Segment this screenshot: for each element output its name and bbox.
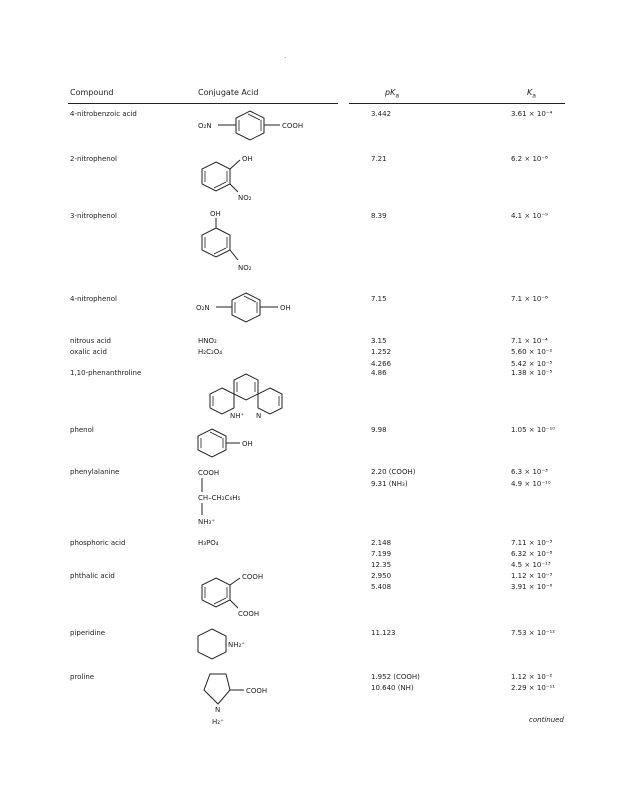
compound-name: phthalic acid xyxy=(70,572,115,580)
ka-value: 6.3 × 10⁻³ xyxy=(511,468,548,476)
piperidine-ring-diagram xyxy=(190,626,270,662)
phenylalanine-diagram xyxy=(196,466,286,528)
pka-value: 1.252 xyxy=(371,348,392,356)
ka-value: 3.91 × 10⁻⁶ xyxy=(511,583,553,591)
chain-label: CH–CH₂C₆H₅ xyxy=(198,494,241,502)
structure-phenol xyxy=(190,427,270,459)
structure-4-nitrophenol xyxy=(190,290,310,326)
header-conjugate-acid: Conjugate Acid xyxy=(198,88,259,97)
header-pka: $pK_a$ xyxy=(385,88,400,100)
conjugate-acid: H₃PO₄ xyxy=(198,539,219,547)
benzene-ring-diagram xyxy=(190,106,320,142)
compound-name: piperidine xyxy=(70,629,106,637)
conjugate-acid: HNO₂ xyxy=(198,337,217,345)
proline-ring-diagram xyxy=(190,668,280,730)
header-rule-left xyxy=(68,103,338,104)
structure-proline xyxy=(190,668,280,730)
structure-4-nitrobenzoic-acid xyxy=(190,106,320,142)
h2-label: H₂⁺ xyxy=(212,718,224,726)
carboxyl-label: COOH xyxy=(242,573,264,581)
ka-value: 3.61 × 10⁻⁴ xyxy=(511,110,553,118)
ka-value: 7.1 × 10⁻⁸ xyxy=(511,295,548,303)
ka-value: 1.12 × 10⁻² xyxy=(511,673,553,681)
structure-3-nitrophenol xyxy=(190,206,270,278)
page-mark: . xyxy=(284,52,287,60)
ka-value: 5.60 × 10⁻² xyxy=(511,348,553,356)
pka-value: 9.31 (NH₃) xyxy=(371,480,408,488)
compound-name: 4-nitrophenol xyxy=(70,295,117,303)
header-ka: $K_a$ xyxy=(527,88,536,100)
hydroxyl-label: OH xyxy=(210,210,221,218)
pka-value: 10.640 (NH) xyxy=(371,684,414,692)
compound-name: 4-nitrobenzoic acid xyxy=(70,110,137,118)
ka-value: 5.42 × 10⁻⁵ xyxy=(511,360,553,368)
pka-value: 4.266 xyxy=(371,360,392,368)
substituent-right: COOH xyxy=(282,122,304,130)
benzene-ring-diagram xyxy=(190,150,270,205)
pka-value: 2.950 xyxy=(371,572,392,580)
nitro-label: NO₂ xyxy=(238,194,252,202)
ka-value: 7.1 × 10⁻⁴ xyxy=(511,337,548,345)
ka-value: 4.1 × 10⁻⁹ xyxy=(511,212,548,220)
pka-value: 2.148 xyxy=(371,539,392,547)
substituent-right: OH xyxy=(280,304,291,312)
pka-value: 5.408 xyxy=(371,583,392,591)
n-label: N xyxy=(215,706,221,714)
compound-name: nitrous acid xyxy=(70,337,111,345)
pka-value: 7.21 xyxy=(371,155,387,163)
structure-phenylalanine xyxy=(196,466,286,528)
ka-value: 2.29 × 10⁻¹¹ xyxy=(511,684,556,692)
pka-value: 4.86 xyxy=(371,369,387,377)
hydroxyl-label: OH xyxy=(242,440,253,448)
ka-value: 1.12 × 10⁻³ xyxy=(511,572,553,580)
pka-value: 1.952 (COOH) xyxy=(371,673,420,681)
ka-value: 1.38 × 10⁻⁵ xyxy=(511,369,553,377)
carboxyl-label: COOH xyxy=(246,687,268,695)
hydroxyl-label: OH xyxy=(242,155,253,163)
pka-value: 2.20 (COOH) xyxy=(371,468,416,476)
structure-2-nitrophenol xyxy=(190,150,270,205)
compound-name: oxalic acid xyxy=(70,348,107,356)
compound-name: phosphoric acid xyxy=(70,539,126,547)
pka-value: 11.123 xyxy=(371,629,396,637)
ammonium-label: NH₂⁺ xyxy=(228,641,246,649)
pka-value: 12.35 xyxy=(371,561,392,569)
pka-value: 3.442 xyxy=(371,110,392,118)
carboxyl-label: COOH xyxy=(238,610,260,618)
benzene-ring-diagram xyxy=(190,290,310,326)
ka-value: 7.11 × 10⁻³ xyxy=(511,539,553,547)
compound-name: 3-nitrophenol xyxy=(70,212,117,220)
compound-name: proline xyxy=(70,673,95,681)
pka-value: 8.39 xyxy=(371,212,387,220)
phenanthroline-diagram xyxy=(190,370,300,420)
carboxyl-label: COOH xyxy=(198,469,220,477)
ka-value: 6.2 × 10⁻⁸ xyxy=(511,155,548,163)
ammonium-label: NH₃⁺ xyxy=(198,518,216,526)
ka-value: 6.32 × 10⁻⁸ xyxy=(511,550,553,558)
benzene-ring-diagram xyxy=(190,427,270,459)
benzene-ring-diagram xyxy=(190,206,270,278)
nitro-label: NO₂ xyxy=(238,264,252,272)
substituent-left: O₂N xyxy=(196,304,210,312)
pka-value: 9.98 xyxy=(371,426,387,434)
pka-value: 3.15 xyxy=(371,337,387,345)
pka-value: 7.15 xyxy=(371,295,387,303)
structure-phenanthroline xyxy=(190,370,300,420)
compound-name: 2-nitrophenol xyxy=(70,155,117,163)
benzene-ring-diagram xyxy=(190,566,280,620)
ka-value: 7.53 × 10⁻¹² xyxy=(511,629,556,637)
structure-piperidine xyxy=(190,626,270,662)
compound-name: 1,10-phenanthroline xyxy=(70,369,142,377)
ka-value: 1.05 × 10⁻¹⁰ xyxy=(511,426,556,434)
conjugate-acid: H₂C₂O₄ xyxy=(198,348,223,356)
nh-label: NH⁺ xyxy=(230,412,245,420)
substituent-left: O₂N xyxy=(198,122,212,130)
header-compound: Compound xyxy=(70,88,114,97)
compound-name: phenol xyxy=(70,426,94,434)
ka-value: 4.9 × 10⁻¹⁰ xyxy=(511,480,551,488)
header-rule-right xyxy=(349,103,565,104)
ka-value: 4.5 × 10⁻¹³ xyxy=(511,561,551,569)
compound-name: phenylalanine xyxy=(70,468,120,476)
n-label: N xyxy=(256,412,262,420)
pka-value: 7.199 xyxy=(371,550,392,558)
structure-phthalic-acid xyxy=(190,566,280,620)
continued-note: continued xyxy=(529,716,564,724)
